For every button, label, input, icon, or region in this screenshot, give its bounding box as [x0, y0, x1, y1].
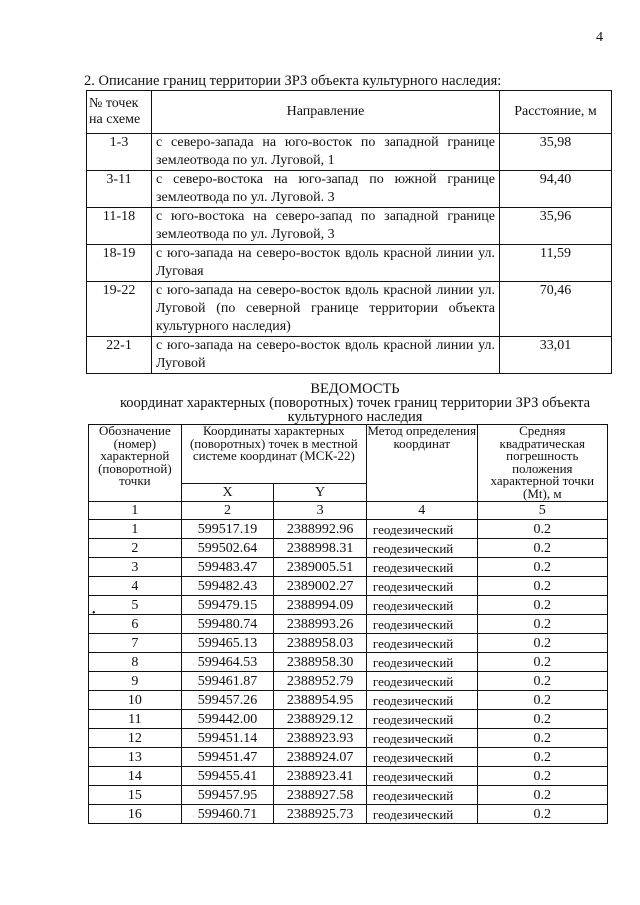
coord-x: 599479.15: [181, 596, 274, 615]
table-row: [89, 710, 608, 729]
table-row: [89, 729, 608, 748]
row-points: 11-18: [87, 208, 152, 245]
coord-y: 2388994.09: [274, 596, 367, 615]
column-number-row: [89, 502, 608, 520]
accuracy: 0.2: [477, 520, 607, 539]
table-row: [89, 786, 608, 805]
col-number: 4: [366, 502, 477, 520]
row-points: 3-11: [87, 171, 152, 208]
point-number: 5: [89, 596, 182, 615]
coord-y: 2388924.07: [274, 748, 367, 767]
table-row: [87, 245, 612, 282]
table-row: [89, 615, 608, 634]
table-row: [89, 558, 608, 577]
coord-y: 2388958.03: [274, 634, 367, 653]
col-header-y: Y: [274, 484, 367, 502]
method: геодезический: [366, 577, 477, 596]
point-number: 16: [89, 805, 182, 824]
row-points: 1-3: [87, 134, 152, 171]
coord-x: 599451.14: [181, 729, 274, 748]
table-header-row: [89, 425, 608, 484]
table-header-row: [87, 91, 612, 134]
row-distance: 94,40: [500, 171, 612, 208]
table-row: [89, 577, 608, 596]
method: геодезический: [366, 691, 477, 710]
row-points: 19-22: [87, 282, 152, 337]
method: геодезический: [366, 539, 477, 558]
accuracy: 0.2: [477, 653, 607, 672]
row-points: 18-19: [87, 245, 152, 282]
coord-x: 599455.41: [181, 767, 274, 786]
table-row: [89, 596, 608, 615]
coord-x: 599457.95: [181, 786, 274, 805]
accuracy: 0.2: [477, 558, 607, 577]
col-number: 5: [477, 502, 607, 520]
accuracy: 0.2: [477, 634, 607, 653]
point-number: 8: [89, 653, 182, 672]
coord-x: 599483.47: [181, 558, 274, 577]
coord-y: 2388993.26: [274, 615, 367, 634]
point-number: 9: [89, 672, 182, 691]
method: геодезический: [366, 786, 477, 805]
coord-x: 599451.47: [181, 748, 274, 767]
row-direction: с северо-запада на юго-восток по западной границе землеотвода по ул. Луговой, 1: [152, 134, 500, 171]
coord-x: 599480.74: [181, 615, 274, 634]
coord-y: 2388923.93: [274, 729, 367, 748]
accuracy: 0.2: [477, 786, 607, 805]
row-distance: 33,01: [500, 337, 612, 374]
col-header-x: X: [181, 484, 274, 502]
page-number: 4: [596, 30, 603, 45]
coord-x: 599442.00: [181, 710, 274, 729]
accuracy: 0.2: [477, 691, 607, 710]
coord-y: 2389005.51: [274, 558, 367, 577]
row-distance: 11,59: [500, 245, 612, 282]
coord-y: 2388954.95: [274, 691, 367, 710]
row-distance: 35,98: [500, 134, 612, 171]
point-number: 11: [89, 710, 182, 729]
table-row: [87, 134, 612, 171]
method: геодезический: [366, 805, 477, 824]
point-number: 4: [89, 577, 182, 596]
method: геодезический: [366, 672, 477, 691]
table-row: [87, 171, 612, 208]
accuracy: 0.2: [477, 577, 607, 596]
accuracy: 0.2: [477, 748, 607, 767]
point-number: 10: [89, 691, 182, 710]
method: геодезический: [366, 558, 477, 577]
method: геодезический: [366, 729, 477, 748]
point-number: 12: [89, 729, 182, 748]
point-number: 14: [89, 767, 182, 786]
method: геодезический: [366, 615, 477, 634]
section-title: 2. Описание границ территории ЗРЗ объекта культурного наследия:: [84, 73, 502, 89]
coord-y: 2388923.41: [274, 767, 367, 786]
coord-x: 599465.13: [181, 634, 274, 653]
accuracy: 0.2: [477, 767, 607, 786]
accuracy: 0.2: [477, 596, 607, 615]
point-number: 3: [89, 558, 182, 577]
coord-y: 2388998.31: [274, 539, 367, 558]
row-direction: с юго-запада на северо-восток вдоль красной линии ул. Луговой: [152, 337, 500, 374]
row-points: 22-1: [87, 337, 152, 374]
coord-y: 2388992.96: [274, 520, 367, 539]
col-header-method: Метод определения координат: [366, 425, 477, 502]
coord-x: 599502.64: [181, 539, 274, 558]
row-distance: 70,46: [500, 282, 612, 337]
accuracy: 0.2: [477, 672, 607, 691]
table-row: [87, 282, 612, 337]
point-number: 6: [89, 615, 182, 634]
table-row: [89, 748, 608, 767]
method: геодезический: [366, 520, 477, 539]
coord-x: 599464.53: [181, 653, 274, 672]
accuracy: 0.2: [477, 729, 607, 748]
coord-x: 599460.71: [181, 805, 274, 824]
row-direction: с юго-востока на северо-запад по западной границе землеотвода по ул. Луговой, 3: [152, 208, 500, 245]
table-row: [89, 691, 608, 710]
coord-y: 2388958.30: [274, 653, 367, 672]
table-row: [89, 767, 608, 786]
point-number: 7: [89, 634, 182, 653]
col-header-designation: Обозначение (номер) характерной (поворотной) точки: [89, 425, 182, 502]
table-row: [87, 337, 612, 374]
vedomost-subtitle-1: координат характерных (поворотных) точек границ территории ЗРЗ объекта: [119, 395, 591, 411]
method: геодезический: [366, 653, 477, 672]
method: геодезический: [366, 710, 477, 729]
coord-x: 599482.43: [181, 577, 274, 596]
col-header-coordinates: Координаты характерных (поворотных) точек в местной системе координат (МСК-22): [181, 425, 366, 484]
method: геодезический: [366, 596, 477, 615]
accuracy: 0.2: [477, 805, 607, 824]
col-header-direction: Направление: [152, 91, 500, 134]
coord-x: 599461.87: [181, 672, 274, 691]
coordinates-table: [88, 424, 608, 824]
row-direction: с юго-запада на северо-восток вдоль красной линии ул. Луговая: [152, 245, 500, 282]
point-number: 13: [89, 748, 182, 767]
coord-x: 599517.19: [181, 520, 274, 539]
col-number: 2: [181, 502, 274, 520]
col-header-accuracy: Средняя квадратическая погрешность положения характерной точки (Mt), м: [477, 425, 607, 502]
point-number: 1: [89, 520, 182, 539]
method: геодезический: [366, 634, 477, 653]
accuracy: 0.2: [477, 615, 607, 634]
coord-y: 2388925.73: [274, 805, 367, 824]
vedomost-title: ВЕДОМОСТЬ: [310, 381, 400, 397]
table-row: [89, 634, 608, 653]
row-direction: с юго-запада на северо-восток вдоль красной линии ул. Луговой (по северной границе территории объекта культурного наследия): [152, 282, 500, 337]
method: геодезический: [366, 767, 477, 786]
accuracy: 0.2: [477, 710, 607, 729]
table-row: [89, 805, 608, 824]
table-row: [87, 208, 612, 245]
vedomost-subtitle-2: культурного наследия: [287, 409, 423, 425]
row-distance: 35,96: [500, 208, 612, 245]
table-row: [89, 539, 608, 558]
point-number: 15: [89, 786, 182, 805]
stray-mark-dot: •: [92, 608, 96, 619]
coord-x: 599457.26: [181, 691, 274, 710]
accuracy: 0.2: [477, 539, 607, 558]
point-number: 2: [89, 539, 182, 558]
col-number: 1: [89, 502, 182, 520]
col-number: 3: [274, 502, 367, 520]
coord-y: 2388952.79: [274, 672, 367, 691]
row-direction: с северо-востока на юго-запад по южной границе землеотвода по ул. Луговой. 3: [152, 171, 500, 208]
table-row: [89, 672, 608, 691]
boundary-description-table: [86, 90, 612, 374]
coord-y: 2388929.12: [274, 710, 367, 729]
coord-y: 2389002.27: [274, 577, 367, 596]
col-header-points: № точек на схеме: [87, 91, 152, 134]
table-row: [89, 520, 608, 539]
coord-y: 2388927.58: [274, 786, 367, 805]
method: геодезический: [366, 748, 477, 767]
table-row: [89, 653, 608, 672]
col-header-distance: Расстояние, м: [500, 91, 612, 134]
